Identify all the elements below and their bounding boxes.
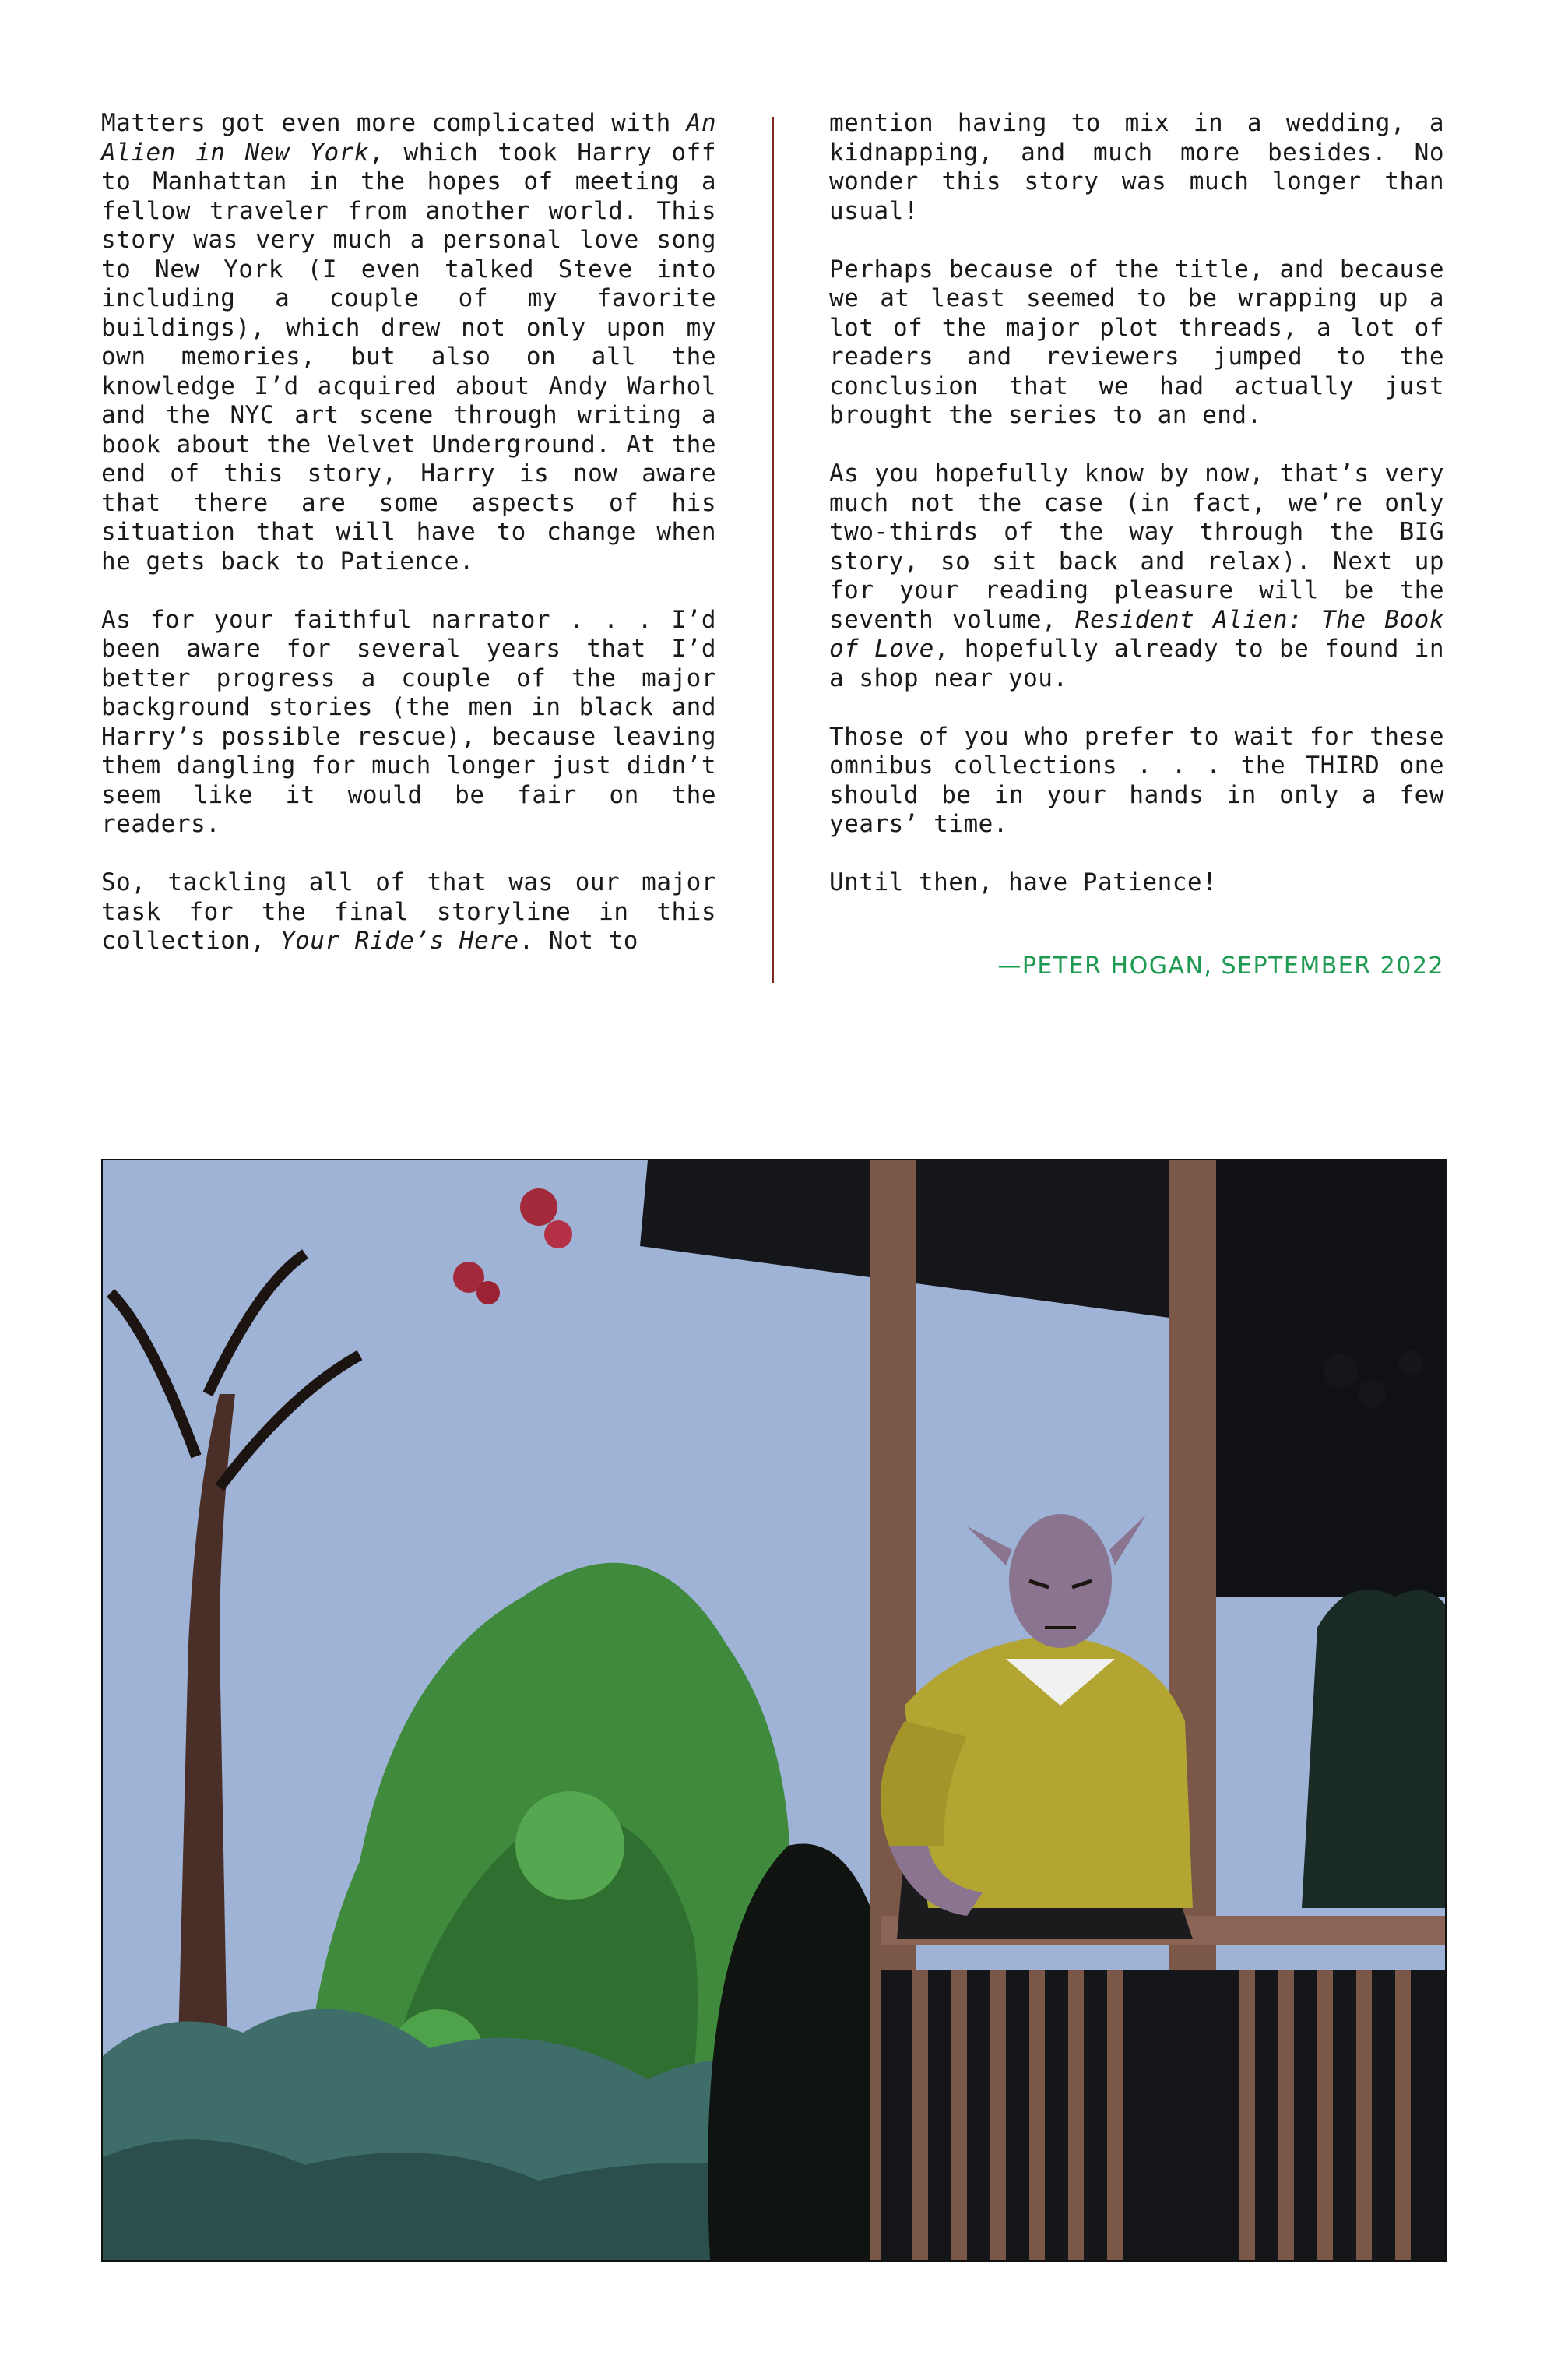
paragraph: As you hopefully know by now, that’s very much not the case (in fact, we’re only two-thirds of the way through the BIG story, so sit back and relax). Next up for your reading pleasure will be the seventh volume, Resident Alien: The Book of Love, hopefully already to be found in a shop near you. [829,459,1444,692]
paragraph: So, tackling all of that was our major task for the final storyline in this collection, Your Ride’s Here. Not to [101,868,716,955]
comic-panel-illustration [101,1159,1447,2262]
paragraph: As for your faithful narrator . . . I’d been aware for several years that I’d better progress a couple of the major background stories (the men in black and Harry’s possible rescue), because leaving them dangling for much longer just didn’t seem like it would be fair on the readers. [101,605,716,838]
porch-scene-art [103,1160,1445,2260]
essay-right-column [829,109,1444,927]
author-signature: —PETER HOGAN, SEPTEMBER 2022 [997,952,1444,980]
paragraph: Until then, have Patience! [829,868,1218,896]
paragraph: mention having to mix in a wedding, a kidnapping, and much more besides. No wonder this story was much longer than usual! [829,109,1444,225]
paragraph: Matters got even more complicated with An Alien in New York, which took Harry off to Manhattan in the hopes of meeting a fellow traveler from another world. This story was very much a personal love song to New York (I even talked Steve into including a couple of my favorite buildings), which drew not only upon my own memories, but also on all the knowledge I’d acquired about Andy Warhol and the NYC art scene through writing a book about the Velvet Underground. At the end of this story, Harry is now aware that there are some aspects of his situation that will have to change when he gets back to Patience. [101,109,716,576]
essay-left-column [101,109,716,985]
paragraph: Those of you who prefer to wait for these omnibus collections . . . the THIRD one should be in your hands in only a few years’ time. [829,722,1444,838]
column-divider [772,117,774,983]
paragraph: Perhaps because of the title, and because we at least seemed to be wrapping up a lot of the major plot threads, a lot of readers and reviewers jumped to the conclusion that we had actually just brought the series to an end. [829,255,1444,429]
